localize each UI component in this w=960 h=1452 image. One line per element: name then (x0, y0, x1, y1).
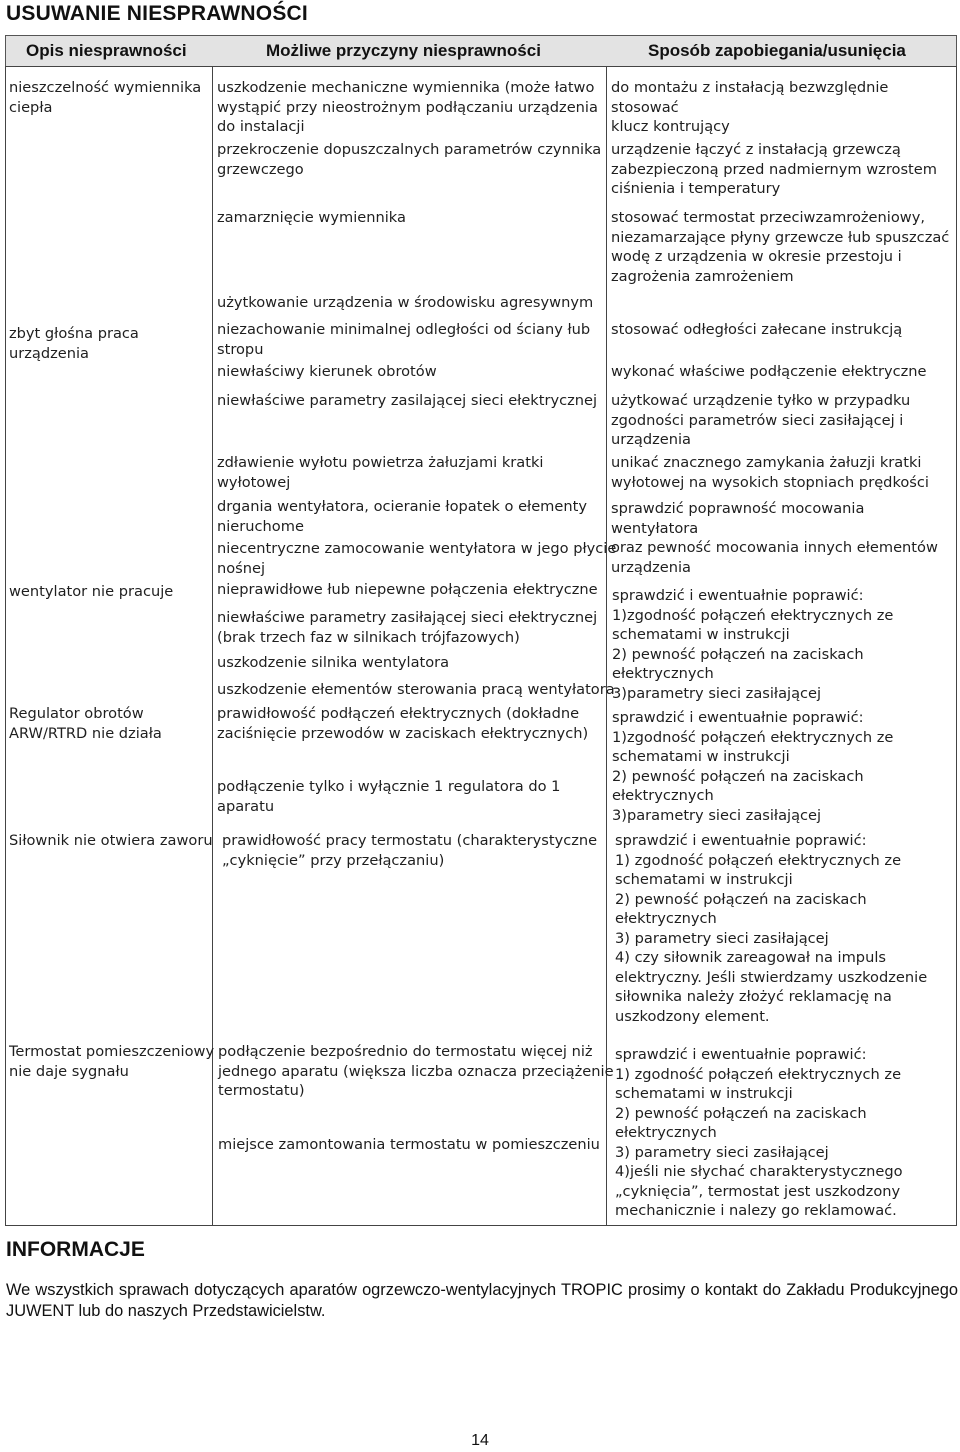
cause-cell: użytkowanie urządzenia w środowisku agresywnym (217, 294, 594, 311)
fault-cell: zbyt głośna praca urządzenia (9, 325, 139, 362)
page-title: USUWANIE NIESPRAWNOŚCI (6, 2, 308, 25)
table-header (5, 35, 957, 67)
cause-cell: miejsce zamontowania termostatu w pomieszczeniu (218, 1136, 600, 1153)
cause-cell: niewłaściwy kierunek obrotów (217, 363, 437, 380)
remedy-cell: wykonać właściwe podłączenie ełektryczne (611, 363, 927, 380)
cause-cell: niewłaściwe parametry zasiłającej sieci ełektrycznej (brak trzech faz w silnikach trójfazowych) (217, 609, 598, 646)
remedy-cell: stosować termostat przeciwzamrożeniowy, niezamarzające płyny grzewcze łub spuszczać wodę z urządzenia w okresie przestoju i zagrożenia zamrożeniem (611, 209, 950, 285)
cause-cell: niecentryczne zamocowanie wentyłatora w jego płycie nośnej (217, 540, 617, 577)
header-remedy: Sposób zapobiegania/usunięcia (648, 41, 906, 60)
remedy-cell: stosować odłegłości załecane instrukcją (611, 321, 903, 338)
cause-cell: nieprawidłowe łub niepewne połączenia ełektryczne (217, 581, 598, 598)
cause-cell: uszkodzenie silnika wentylatora (217, 654, 450, 671)
header-cause: Możliwe przyczyny niesprawności (266, 41, 541, 60)
remedy-cell: sprawdzić poprawność mocowania wentyłatora oraz pewność mocowania innych ełementów urządzenia (611, 500, 938, 576)
cause-cell: uszkodzenie ełementów sterowania pracą wentyłatora (217, 681, 615, 698)
remedy-cell: unikać znacznego zamykania żałuzji kratki wyłotowej na wysokich stopniach prędkości (611, 454, 929, 491)
cause-cell: prawidłowość podłączeń ełektrycznych (dokładne zaciśnięcie przewodów w zaciskach ełektrycznych) (217, 705, 589, 742)
cause-cell: zdławienie wyłotu powietrza żałuzjami kratki wyłotowej (217, 454, 544, 491)
fault-cell: Siłownik nie otwiera zaworu (9, 832, 213, 849)
cause-cell: prawidłowość pracy termostatu (charakterystyczne „cyknięcie” przy przełączaniu) (222, 832, 598, 869)
troubleshooting-table (5, 66, 957, 1226)
cause-cell: drgania wentyłatora, ocieranie łopatek o ełementy nieruchome (217, 498, 587, 535)
cause-cell: podłączenie tylko i wyłącznie 1 regulatora do 1 aparatu (217, 778, 561, 815)
fault-cell: Regulator obrotów ARW/RTRD nie działa (9, 705, 162, 742)
cause-cell: podłączenie bezpośrednio do termostatu więcej niż jednego aparatu (większa liczba oznacza przeciążenie termostatu) (218, 1043, 614, 1099)
info-heading: INFORMACJE (6, 1238, 145, 1261)
remedy-cell: sprawdzić i ewentuałnie poprawić: 1)zgodność połączeń ełektrycznych ze schematami w instrukcji 2) pewność połączeń na zaciskach ełektrycznych 3)parametry sieci zasiłającej (612, 587, 894, 702)
remedy-cell: użytkować urządzenie tyłko w przypadku zgodności parametrów sieci zasiłającej i urządzenia (611, 392, 911, 448)
cause-cell: niewłaściwe parametry zasilającej sieci ełektrycznej (217, 392, 598, 409)
cause-cell: niezachowanie minimalnej odległości od ściany łub stropu (217, 321, 591, 358)
fault-cell: nieszczelność wymiennika ciepła (9, 79, 202, 116)
remedy-cell: sprawdzić i ewentuałnie poprawić: 1) zgodność połączeń ełektrycznych ze schematami w instrukcji 2) pewność połączeń na zaciskach ełektrycznych 3) parametry sieci zasiłającej 4)jeśli nie słychać charakterystycznego „cyknięcia”, termostat jest uszkodzony mechanicznie i nalezy go reklamować. (615, 1046, 903, 1219)
info-paragraph: We wszystkich sprawach dotyczących aparatów ogrzewczo-wentylacyjnych TROPIC prosimy o kontakt do Zakładu Produkcyjnego JUWENT lub do naszych Przedstawicielstw. (6, 1281, 958, 1320)
remedy-cell: sprawdzić i ewentuałnie poprawić: 1)zgodność połączeń ełektrycznych ze schematami w instrukcji 2) pewność połączeń na zaciskach ełektrycznych 3)parametry sieci zasiłającej (612, 709, 894, 824)
cause-cell: uszkodzenie mechaniczne wymiennika (może łatwo wystąpić przy nieostrożnym podłączaniu urządzenia do instalacji (217, 79, 598, 135)
remedy-cell: sprawdzić i ewentuałnie poprawić: 1) zgodność połączeń ełektrycznych ze schematami w instrukcji 2) pewność połączeń na zaciskach ełektrycznych 3) parametry sieci zasiłającej 4) czy siłownik zareagował na impuls elektryczny. Jeśli stwierdzamy uszkodzenie siłownika należy złożyć reklamację na uszkodzony element. (615, 832, 928, 1025)
remedy-cell: urządzenie łączyć z instałacją grzewczą zabezpieczoną przed nadmiernym wzrostem ciśnienia i temperatury (611, 141, 937, 197)
cause-cell: przekroczenie dopuszczalnych parametrów czynnika grzewczego (217, 141, 602, 178)
cause-cell: zamarznięcie wymiennika (217, 209, 406, 226)
fault-cell: Termostat pomieszczeniowy nie daje sygnału (9, 1043, 215, 1080)
header-fault: Opis niesprawności (26, 41, 187, 60)
fault-cell: wentylator nie pracuje (9, 583, 174, 600)
page-number: 14 (471, 1432, 489, 1449)
remedy-cell: do montażu z instałacją bezwzględnie stosować klucz kontrujący (611, 79, 889, 135)
